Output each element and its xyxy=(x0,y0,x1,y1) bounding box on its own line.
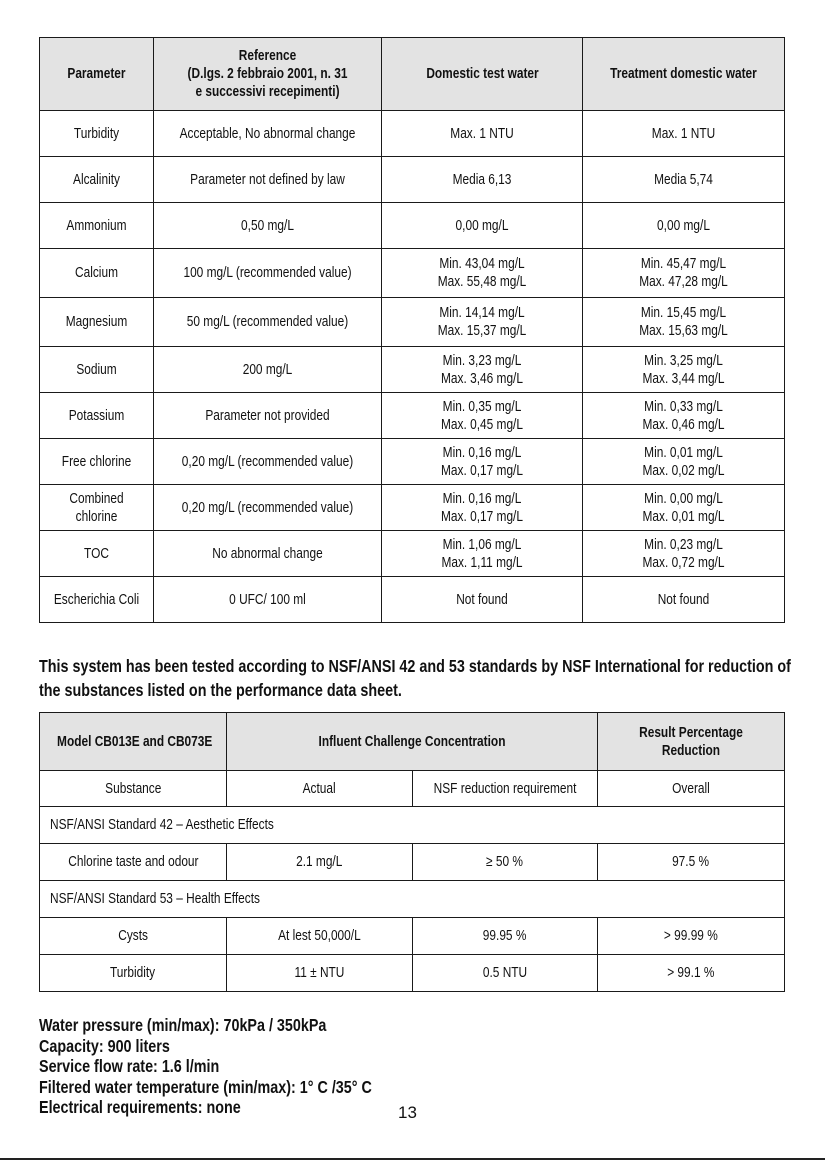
cell-reference: 200 mg/L xyxy=(154,347,382,393)
cell-domestic: Min. 0,16 mg/L Max. 0,17 mg/L xyxy=(382,439,583,485)
table-row xyxy=(40,577,785,623)
subheader-actual: Actual xyxy=(227,771,413,807)
header-result: Result Percentage Reduction xyxy=(598,713,785,771)
section-42-label: NSF/ANSI Standard 42 – Aesthetic Effects xyxy=(50,817,274,833)
subheader-overall: Overall xyxy=(598,771,785,807)
cell-parameter: Combined chlorine xyxy=(40,485,154,531)
statement-line-1: This system has been tested according to NSF/ANSI 42 and 53 standards by NSF International for reduction of xyxy=(39,656,791,676)
table-row: Chlorine taste and odour 2.1 mg/L ≥ 50 % 97.5 % xyxy=(40,844,785,881)
cell-domestic: Min. 0,16 mg/L Max. 0,17 mg/L xyxy=(382,485,583,531)
water-parameters-table xyxy=(39,37,785,623)
cell-domestic: Min. 0,35 mg/L Max. 0,45 mg/L xyxy=(382,393,583,439)
cell-domestic: Min. 43,04 mg/L Max. 55,48 mg/L xyxy=(382,249,583,298)
table-row xyxy=(40,111,785,157)
cell-domestic: Min. 1,06 mg/L Max. 1,11 mg/L xyxy=(382,531,583,577)
cell-reference: Acceptable, No abnormal change xyxy=(154,111,382,157)
cell-treatment: Max. 1 NTU xyxy=(583,111,785,157)
table-row xyxy=(40,157,785,203)
cell-parameter: Ammonium xyxy=(40,203,154,249)
cell-treatment: Min. 0,01 mg/L Max. 0,02 mg/L xyxy=(583,439,785,485)
cell-domestic: Min. 3,23 mg/L Max. 3,46 mg/L xyxy=(382,347,583,393)
cell-parameter: TOC xyxy=(40,531,154,577)
table-row xyxy=(40,203,785,249)
cell-parameter: Potassium xyxy=(40,393,154,439)
cell-treatment: Min. 15,45 mg/L Max. 15,63 mg/L xyxy=(583,298,785,347)
header-parameter: Parameter xyxy=(40,38,154,111)
cell-treatment: Min. 3,25 mg/L Max. 3,44 mg/L xyxy=(583,347,785,393)
subheader-requirement: NSF reduction requirement xyxy=(413,771,598,807)
table-row xyxy=(40,439,785,485)
section-row-standard-42 xyxy=(40,807,785,844)
table-row xyxy=(40,298,785,347)
cell-parameter: Sodium xyxy=(40,347,154,393)
header-treatment: Treatment domestic water xyxy=(583,38,785,111)
cell-treatment: Not found xyxy=(583,577,785,623)
table-row xyxy=(40,249,785,298)
cell-domestic: Max. 1 NTU xyxy=(382,111,583,157)
section-row-standard-53 xyxy=(40,881,785,918)
table-row xyxy=(40,531,785,577)
cell-parameter: Alcalinity xyxy=(40,157,154,203)
spec-electrical: Electrical requirements: none xyxy=(39,1097,241,1117)
cell-reference: 0,20 mg/L (recommended value) xyxy=(154,485,382,531)
spec-water-pressure: Water pressure (min/max): 70kPa / 350kPa xyxy=(39,1015,327,1035)
cell-domestic: 0,00 mg/L xyxy=(382,203,583,249)
spec-flow-rate: Service flow rate: 1.6 l/min xyxy=(39,1056,220,1076)
page-number: 13 xyxy=(398,1103,417,1122)
cell-reference: 0 UFC/ 100 ml xyxy=(154,577,382,623)
cell-parameter: Magnesium xyxy=(40,298,154,347)
cell-reference: 50 mg/L (recommended value) xyxy=(154,298,382,347)
cell-domestic: Min. 14,14 mg/L Max. 15,37 mg/L xyxy=(382,298,583,347)
header-influent: Influent Challenge Concentration xyxy=(227,713,598,771)
table-row xyxy=(40,393,785,439)
header-reference-text: Reference (D.lgs. 2 febbraio 2001, n. 31 e successivi recepimenti) xyxy=(187,48,348,100)
table-header-row xyxy=(40,38,785,111)
cell-treatment: Min. 0,23 mg/L Max. 0,72 mg/L xyxy=(583,531,785,577)
cell-parameter: Calcium xyxy=(40,249,154,298)
header-domestic: Domestic test water xyxy=(382,38,583,111)
bottom-rule xyxy=(0,1158,825,1160)
cell-reference: 100 mg/L (recommended value) xyxy=(154,249,382,298)
cell-reference: 0,50 mg/L xyxy=(154,203,382,249)
subheader-substance: Substance xyxy=(40,771,227,807)
technical-specs xyxy=(39,1015,445,1118)
cell-reference: Parameter not defined by law xyxy=(154,157,382,203)
header-reference xyxy=(154,38,382,111)
cell-treatment: Min. 45,47 mg/L Max. 47,28 mg/L xyxy=(583,249,785,298)
cell-treatment: 0,00 mg/L xyxy=(583,203,785,249)
cell-parameter: Free chlorine xyxy=(40,439,154,485)
nsf-test-statement xyxy=(39,654,799,702)
table-row: Cysts At lest 50,000/L 99.95 % > 99.99 % xyxy=(40,918,785,955)
cell-treatment: Min. 0,00 mg/L Max. 0,01 mg/L xyxy=(583,485,785,531)
cell-parameter: Escherichia Coli xyxy=(40,577,154,623)
cell-treatment: Media 5,74 xyxy=(583,157,785,203)
spec-temperature: Filtered water temperature (min/max): 1° C /35° C xyxy=(39,1076,372,1097)
performance-data-table xyxy=(39,712,785,992)
cell-reference: Parameter not provided xyxy=(154,393,382,439)
cell-parameter: Turbidity xyxy=(40,111,154,157)
cell-reference: No abnormal change xyxy=(154,531,382,577)
cell-domestic: Media 6,13 xyxy=(382,157,583,203)
cell-domestic: Not found xyxy=(382,577,583,623)
table-row xyxy=(40,485,785,531)
spec-capacity: Capacity: 900 liters xyxy=(39,1035,170,1056)
statement-line-2: the substances listed on the performance data sheet. xyxy=(39,680,402,700)
table-row: Turbidity 11 ± NTU 0.5 NTU > 99.1 % xyxy=(40,955,785,992)
table-subheader-row xyxy=(40,771,785,807)
header-model: Model CB013E and CB073E xyxy=(40,713,227,771)
table-row xyxy=(40,347,785,393)
table-header-row xyxy=(40,713,785,771)
section-53-label: NSF/ANSI Standard 53 – Health Effects xyxy=(50,891,260,907)
cell-treatment: Min. 0,33 mg/L Max. 0,46 mg/L xyxy=(583,393,785,439)
cell-reference: 0,20 mg/L (recommended value) xyxy=(154,439,382,485)
